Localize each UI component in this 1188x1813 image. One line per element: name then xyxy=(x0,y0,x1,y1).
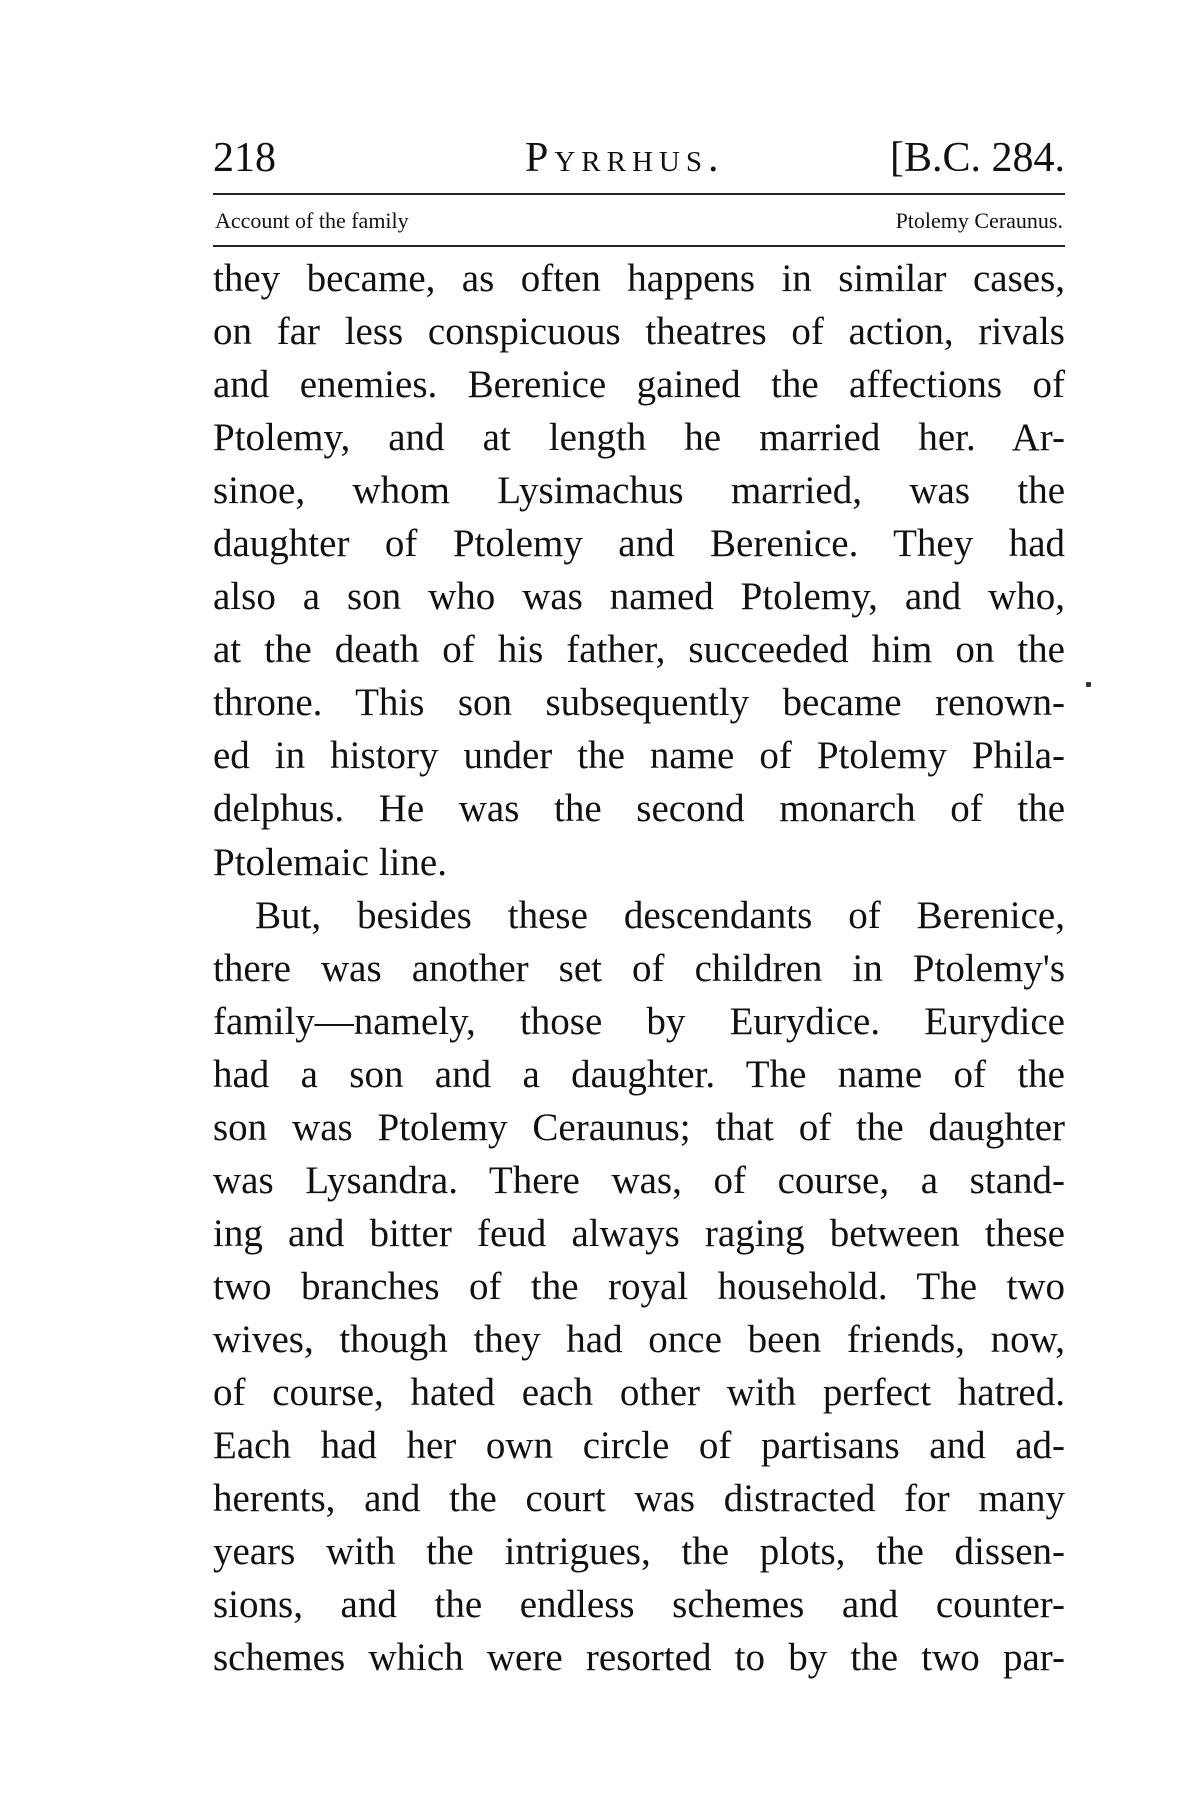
text-line: of course, hated each other with perfect hatred. xyxy=(213,1370,1065,1414)
text-line: had a son and a daughter. The name of the xyxy=(213,1052,1065,1096)
page-number: 218 xyxy=(213,135,276,181)
body-text xyxy=(213,252,1065,1684)
text-line: throne. This son subsequently became renown- xyxy=(213,681,1065,725)
paragraph-end-line: Ptolemaic line. xyxy=(213,840,447,884)
text-line: ed in history under the name of Ptolemy Phila- xyxy=(213,734,1065,778)
text-line: son was Ptolemy Ceraunus; that of the daughter xyxy=(213,1105,1065,1149)
text-line: at the death of his father, succeeded him on the xyxy=(213,628,1065,672)
text-line: delphus. He was the second monarch of the xyxy=(213,787,1065,831)
text-line: schemes which were resorted to by the two par- xyxy=(213,1636,1065,1680)
subhead-left: Account of the family xyxy=(215,208,409,233)
text-line: also a son who was named Ptolemy, and who, xyxy=(213,575,1065,619)
running-head xyxy=(213,128,1065,188)
paragraph-start-line: But, besides these descendants of Berenice, xyxy=(255,893,1065,937)
header-rule-top xyxy=(213,193,1065,195)
date-marker: [B.C. 284. xyxy=(889,135,1065,181)
text-line: Ptolemy, and at length he married her. Ar- xyxy=(213,416,1065,460)
text-line: years with the intrigues, the plots, the dissen- xyxy=(213,1530,1065,1574)
text-line: herents, and the court was distracted for many xyxy=(213,1477,1065,1521)
text-line: daughter of Ptolemy and Berenice. They had xyxy=(213,522,1065,566)
text-line: there was another set of children in Ptolemy's xyxy=(213,946,1065,990)
text-line: and enemies. Berenice gained the affections of xyxy=(213,363,1065,407)
text-line: family—namely, those by Eurydice. Eurydice xyxy=(213,999,1065,1043)
text-line: on far less conspicuous theatres of action, rivals xyxy=(213,310,1065,354)
text-line: they became, as often happens in similar cases, xyxy=(213,257,1065,300)
text-line: was Lysandra. There was, of course, a stand- xyxy=(213,1158,1065,1202)
text-line: sinoe, whom Lysimachus married, was the xyxy=(213,469,1065,513)
text-line: ing and bitter feud always raging between these xyxy=(213,1211,1065,1255)
subhead-right: Ptolemy Ceraunus. xyxy=(895,208,1063,233)
print-speck xyxy=(1086,682,1091,687)
text-line: sions, and the endless schemes and counter- xyxy=(213,1583,1065,1627)
text-line: two branches of the royal household. The two xyxy=(213,1264,1065,1308)
text-line: Each had her own circle of partisans and ad- xyxy=(213,1424,1065,1468)
header-rule-bottom xyxy=(213,245,1065,247)
text-line: wives, though they had once been friends, now, xyxy=(213,1317,1065,1361)
marginal-subhead xyxy=(213,203,1065,239)
book-title: Pyrrhus. xyxy=(525,135,725,181)
